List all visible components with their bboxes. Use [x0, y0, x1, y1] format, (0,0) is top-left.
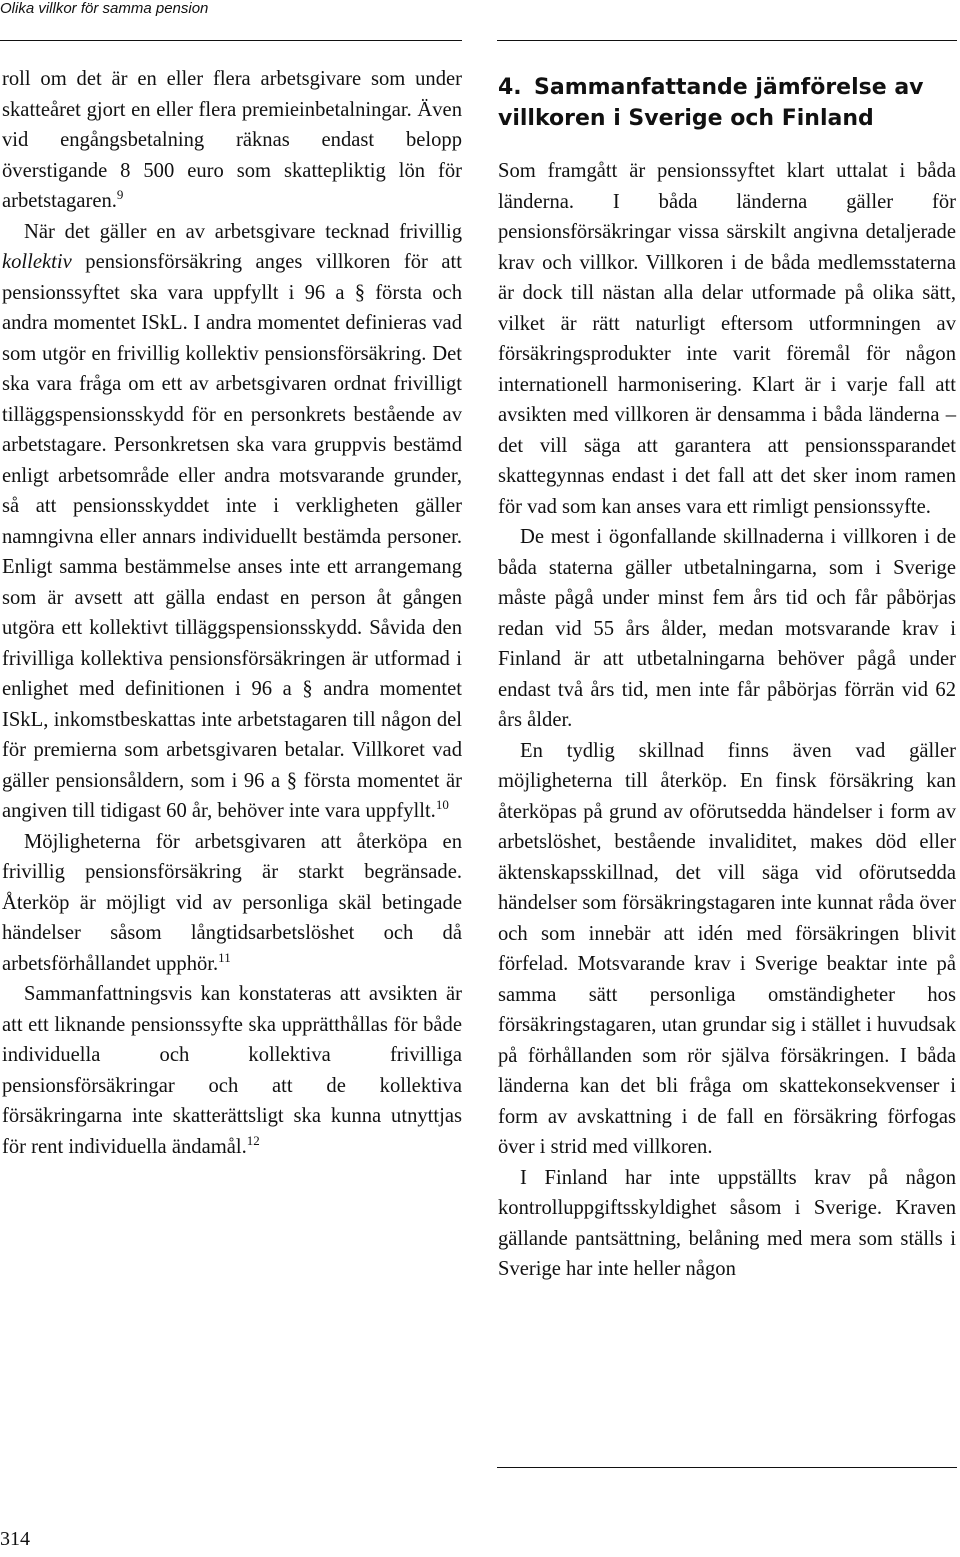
paragraph: I Finland har inte uppställts krav på någon kontrolluppgiftsskyldighet såsom i Sverige. Kraven gällande pantsättning, belåning med mera som ställs i Sverige har inte heller någon — [498, 1166, 956, 1280]
section-title: Sammanfattande jämförelse av villkoren i Sverige och Finland — [498, 75, 924, 131]
emphasis: kollektiv — [2, 251, 72, 273]
paragraph: Som framgått är pensionssyftet klart uttalat i båda länderna. I båda länderna gäller för pensionsförsäkringar vissa särskilt angivna detaljerade krav och villkor. Villkoren i de båda medlemsstaterna är dock till nästan alla delar utformade på olika sätt, vilket är rätt naturligt eftersom utformningen av försäkringsprodukter inte varit föremål för någon internationell harmonisering. Klart är i varje fall att avsikten med villkoren är densamma i båda länderna – det vill säga att garantera att pensionssparandet skattegynnas endast i det fall att det sker inom ramen för vad som kan anses vara ett rimligt pensionssyfte. — [498, 160, 956, 518]
page-number: 314 — [0, 1528, 30, 1550]
paragraph-text: Möjligheterna för arbetsgivaren att återköpa en frivillig pensionsförsäkring är starkt begränsade. Återköp är möjligt vid av personliga skäl betingade händelser såsom långtidsarbetslöshet och då arbetsförhållandet upphör. — [2, 830, 462, 975]
section-heading — [498, 72, 958, 134]
footnote-ref: 12 — [246, 1132, 260, 1148]
paragraph — [2, 217, 462, 827]
paragraph-text: pensionsförsäkring anges villkoren för att pensionssyftet ska vara uppfyllt i 96 a § första och andra momentet ISkL. I andra momentet definieras vad som utgör en frivillig kollektiv pensionsförsäkring. Det ska vara fråga om ett av arbetsgivaren ordnat frivilligt tilläggspensionsskydd för en personkrets bestående av arbetstagare. Personkretsen ska vara gruppvis bestämd enligt arbetsområde eller andra motsvarande grunder, så att pensionsskyddet inte i verkligheten gäller namngivna eller annars individuellt bestämda personer. Enligt samma bestämmelse anses inte ett arrangemang som är avsett att gälla endast en person åt gången utgöra ett kollektivt tilläggspensionsskydd. Såvida den frivilliga kollektiva pensionsförsäkringen är utformad i enlighet med definitionen i 96 a § andra momentet ISkL, inkomstbeskattas inte arbetstagaren till någon del för premierna som arbetsgivaren betalar. Villkoret vad gäller pensionsåldern, som i 96 a § första momentet är angiven till tidigast 60 år, behöver inte vara uppfyllt. — [2, 251, 462, 822]
paragraph: De mest i ögonfallande skillnaderna i villkoren i de båda staterna gäller utbetalningarna, som i Sverige måste pågå under minst fem års tid och får påbörjas redan vid 55 års ålder, medan motsvarande krav i Finland är att utbetalningarna behöver pågå under endast två års tid, men inte får påbörjas förrän vid 62 års ålder. — [498, 526, 956, 731]
footnote-ref: 9 — [116, 187, 124, 202]
left-column — [2, 64, 462, 1162]
footnote-ref: 11 — [218, 949, 231, 965]
paragraph-text: roll om det är en eller flera arbetsgivare som under skatteåret gjort en eller flera premieinbetalningar. Även vid engångsbetalning räknas endast belopp överstigande 8 500 euro som skattepliktig lön för arbetstagaren. — [2, 68, 462, 212]
paragraph — [2, 827, 462, 980]
right-top-rule — [497, 40, 957, 41]
paragraph-text: När det gäller en av arbetsgivare tecknad frivillig — [24, 220, 462, 243]
paragraph — [2, 979, 462, 1162]
section-number: 4. — [498, 75, 522, 100]
paragraph — [2, 64, 462, 217]
running-head: Olika villkor för samma pension — [0, 0, 209, 17]
top-rule — [0, 40, 462, 41]
paragraph: En tydlig skillnad finns även vad gäller möjligheterna till återköp. En finsk försäkring kan återköpas på grund av oförutsedda händelser i form av arbetslöshet, bestående invaliditet, makes död eller äktenskapsskillnad, det vill säga vid oförutsedda händelser som försäkringstagaren inte kunnat råda över och som innebär att idén med försäkringen blivit förfelad. Motsvarande krav i Sverige beaktar inte på samma sätt personliga omständigheter hos försäkringstagaren, utan grundar sig i stället i huvudsak på förhållanden som rör själva försäkringen. I båda länderna kan det bli fråga om skattekonsekvenser i form av avskattning i de fall en försäkring förfogas över i strid med villkoren. — [498, 739, 956, 1158]
bottom-rule — [497, 1467, 957, 1468]
paragraph-text: Sammanfattningsvis kan konstateras att avsikten är att ett liknande pensionssyfte ska upprätthållas för både individuella och kollektiva frivilliga pensionsförsäkringar och att de kollektiva försäkringarna inte skatterättsligt ska kunna utnyttjas för rent individuella ändamål. — [2, 983, 462, 1158]
right-column — [498, 156, 956, 1285]
footnote-ref: 10 — [435, 797, 449, 812]
